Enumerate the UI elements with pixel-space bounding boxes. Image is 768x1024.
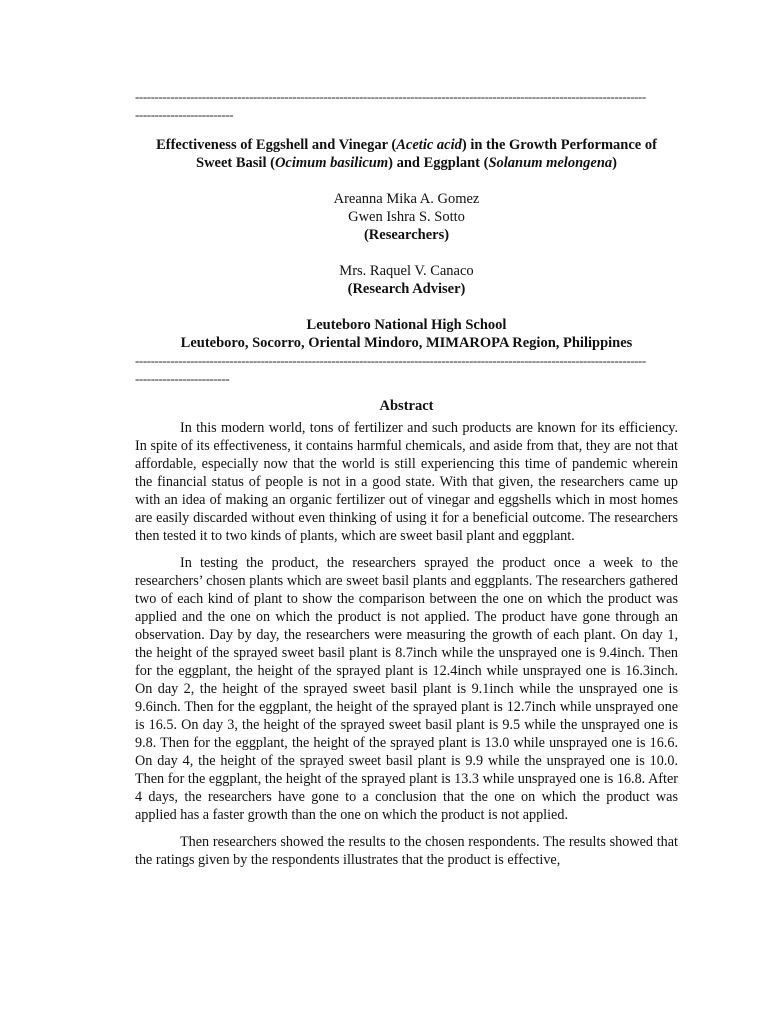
header-rule-long: ---------------------------------------------------------------------------------------------------------------------------------- <box>135 89 646 104</box>
abstract-paragraph: In testing the product, the researchers sprayed the product once a week to the researchers’ chosen plants which are sweet basil plants and eggplants. The researchers gathered two of each kind of plant to show the comparison between the one on which the product was applied and the one on which the product is not applied. The product have gone through an observation. Day by day, the researchers were measuring the growth of each plant. On day 1, the height of the sprayed sweet basil plant is 8.7inch while the unsprayed one is 9.4inch. Then for the eggplant, the height of the sprayed plant is 12.4inch while unsprayed one is 16.3inch. On day 2, the height of the sprayed sweet basil plant is 9.1inch while the unsprayed one is 9.6inch. Then for the eggplant, the height of the sprayed plant is 12.7inch while unsprayed one is 16.5. On day 3, the height of the sprayed sweet basil plant is 9.5 while the unsprayed one is 9.8. Then for the eggplant, the height of the sprayed plant is 13.0 while unsprayed one is 16.6. On day 4, the height of the sprayed sweet basil plant is 9.9 while the unsprayed one is 10.0. Then for the eggplant, the height of the sprayed plant is 13.3 while unsprayed one is 16.8. After 4 days, the researchers have gone to a conclusion that the one on which the product was applied has a faster growth than the one on which the product is not applied. <box>135 555 678 823</box>
abstract-paragraph: In this modern world, tons of fertilizer and such products are known for its efficiency. In spite of its effectiveness, it contains harmful chemicals, and aside from that, they are not that affordable, especially now that the world is still experiencing this time of pandemic wherein the financial status of people is not in a good state. With that given, the researchers came up with an idea of making an organic fertilizer out of vinegar and eggshells which in most homes are easily discarded without even thinking of using it for a beneficial outcome. The researchers then tested it to two kinds of plants, which are sweet basil plant and eggplant. <box>135 420 678 544</box>
paper-title <box>135 136 678 172</box>
researcher-name: Gwen Ishra S. Sotto <box>348 209 465 225</box>
adviser-block <box>135 262 678 298</box>
title-line-2: Sweet Basil (Ocimum basilicum) and Eggplant (Solanum melongena) <box>196 155 617 171</box>
school-address: Leuteboro, Socorro, Oriental Mindoro, MIMAROPA Region, Philippines <box>180 335 633 351</box>
abstract-heading: Abstract <box>379 398 434 414</box>
adviser-role: (Research Adviser) <box>347 281 466 297</box>
footer-rule-short: ------------------------ <box>135 371 230 386</box>
document-page <box>135 88 678 878</box>
title-line-1: Effectiveness of Eggshell and Vinegar (Acetic acid) in the Growth Performance of <box>156 137 657 153</box>
school-block <box>135 316 678 352</box>
title-italic-ocimum: Ocimum basilicum <box>274 155 389 171</box>
abstract-body <box>135 419 678 869</box>
researchers-role: (Researchers) <box>363 227 450 243</box>
footer-rule-long: ---------------------------------------------------------------------------------------------------------------------------------- <box>135 353 646 368</box>
title-italic-solanum: Solanum melongena <box>488 155 613 171</box>
adviser-name: Mrs. Raquel V. Canaco <box>339 263 474 279</box>
school-name: Leuteboro National High School <box>306 317 507 333</box>
researchers-block <box>135 190 678 244</box>
header-rule-short: ------------------------- <box>135 107 234 122</box>
researcher-name: Areanna Mika A. Gomez <box>333 191 480 207</box>
title-italic-acetic-acid: Acetic acid <box>396 137 462 153</box>
abstract-paragraph: Then researchers showed the results to the chosen respondents. The results showed that the ratings given by the respondents illustrates that the product is effective, <box>135 834 678 868</box>
